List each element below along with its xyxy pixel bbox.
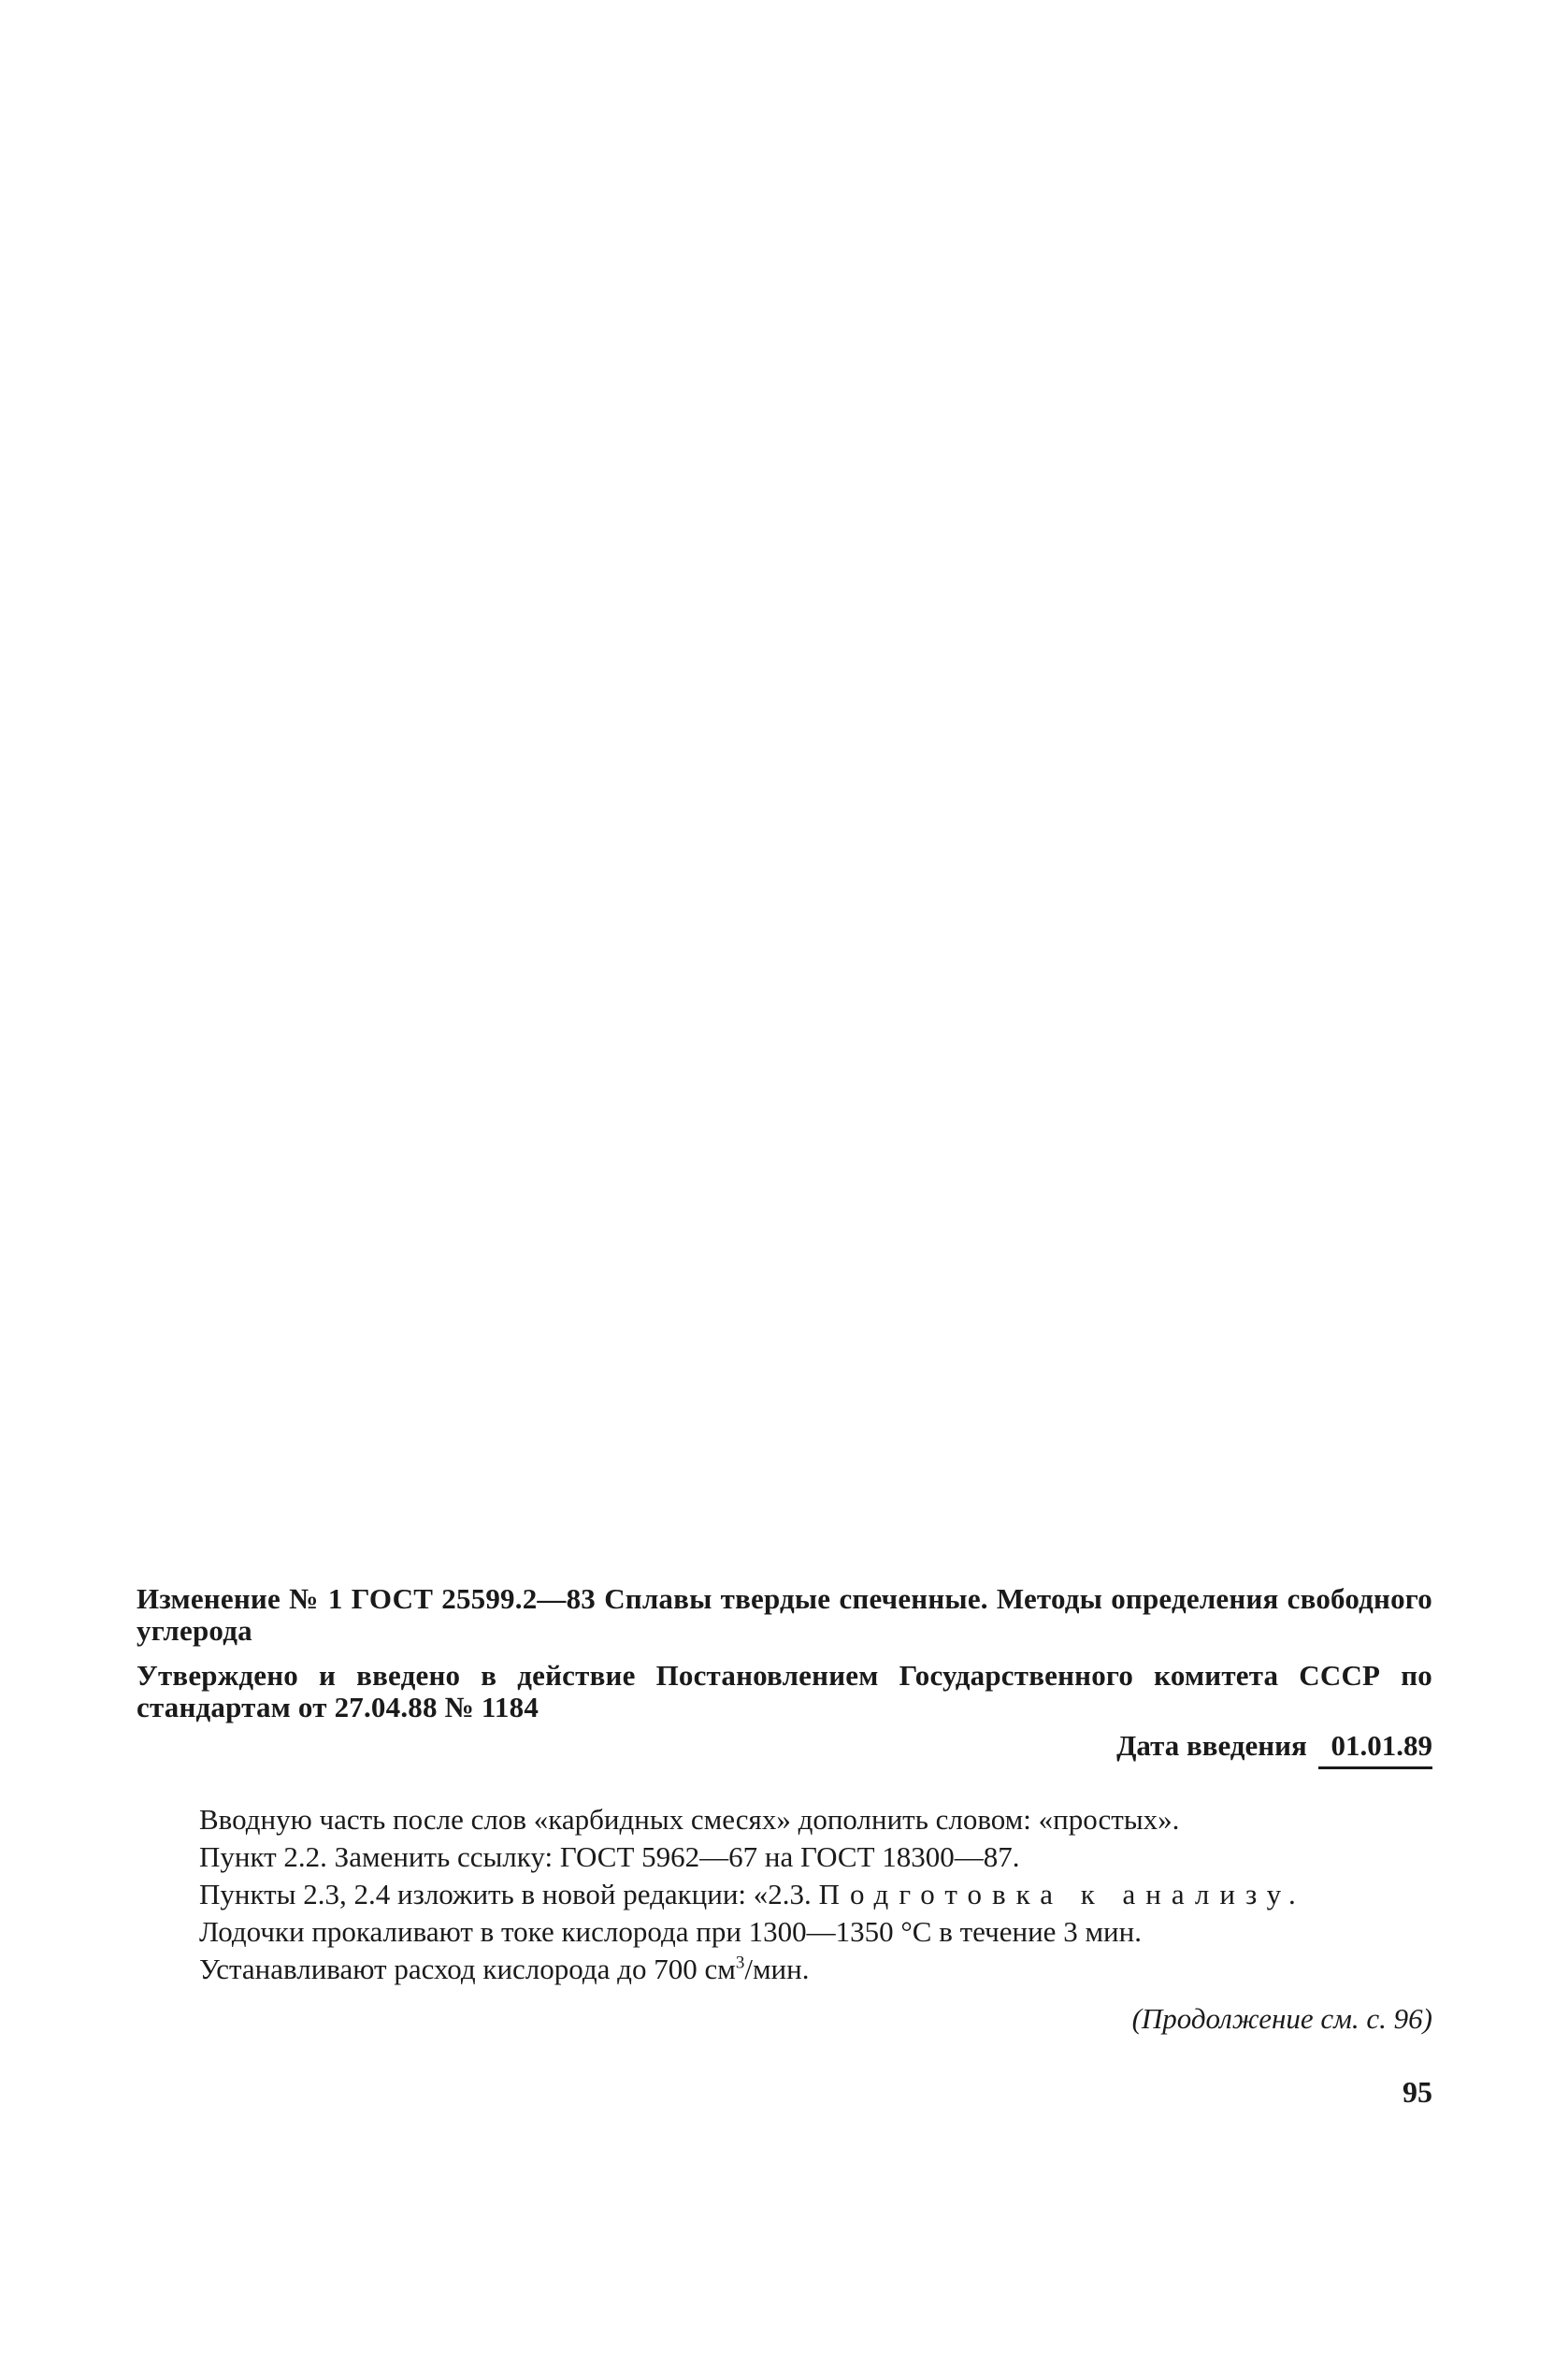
paragraph-intro: Вводную часть после слов «карбидных смесях» дополнить словом: «простых». <box>199 1803 1180 1836</box>
paragraph-boats: Лодочки прокаливают в токе кислорода при 1300—1350 °С в течение 3 мин. <box>199 1915 1142 1948</box>
effective-date-label: Дата введения <box>1116 1729 1307 1762</box>
paragraph-2-3-text: Пункты 2.3, 2.4 изложить в новой редакции: «2.3. <box>199 1878 812 1910</box>
effective-date-value: 01.01.89 <box>1318 1729 1433 1769</box>
paragraph-2-2: Пункт 2.2. Заменить ссылку: ГОСТ 5962—67 на ГОСТ 18300—87. <box>199 1840 1020 1873</box>
continuation-note: (Продолжение см. с. 96) <box>1131 2002 1432 2035</box>
page-number: 95 <box>1403 2075 1432 2109</box>
oxygen-flow-text: Устанавливают расход кислорода до 700 см <box>199 1953 736 1985</box>
paragraph-oxygen-flow <box>137 1951 1432 1987</box>
amendment-title: Изменение № 1 ГОСТ 25599.2—83 Сплавы твердые спеченные. Методы определения свободного углерода <box>137 1582 1432 1647</box>
section-heading-spaced: Подготовка к анализу. <box>818 1878 1306 1910</box>
approval-statement: Утверждено и введено в действие Постановлением Государственного комитета СССР по стандартам от 27.04.88 № 1184 <box>137 1659 1432 1723</box>
amendment-block <box>137 1583 1432 2109</box>
superscript-3: 3 <box>735 1953 745 1973</box>
effective-date <box>137 1729 1432 1769</box>
oxygen-flow-unit: /мин. <box>744 1953 810 1985</box>
paragraph-2-3 <box>137 1876 1432 1912</box>
